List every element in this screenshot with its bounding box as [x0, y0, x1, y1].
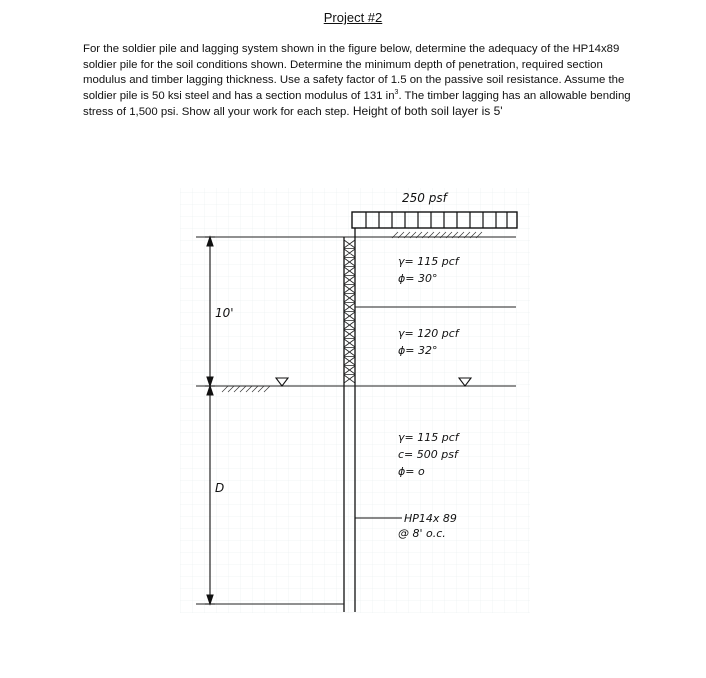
layer3-phi: ϕ= o [398, 465, 425, 478]
layer2-gamma: γ= 120 pcf [398, 327, 459, 340]
layer1-phi: ϕ= 30° [398, 272, 438, 285]
spacing-label: @ 8' o.c. [398, 527, 446, 540]
depth-label: D [215, 481, 225, 495]
problem-text-cont: . The timber lagging has an allowable bending stress of 1,500 psi. Show all your work for each step. [83, 89, 631, 118]
exponent: 3 [394, 88, 399, 96]
layer3-cohesion: c= 500 psf [398, 448, 458, 461]
problem-text: For the soldier pile and lagging system shown in the figure below, determine the adequacy of the HP14x89 soldier pile for the soil conditions shown. Determine the minimum depth of penetration, required section modulus and timber lagging thickness. Use a safety factor of 1.5 on the passive soil resistance. Assume the soldier pile is 50 ksi steel and has a section modulus of 131 in [83, 43, 625, 102]
document-title: Project #2 [323, 10, 383, 25]
layer3-gamma: γ= 115 pcf [398, 431, 459, 444]
layer2-phi: ϕ= 32° [398, 344, 438, 357]
layer1-gamma: γ= 115 pcf [398, 255, 459, 268]
surcharge-label: 250 psf [402, 191, 447, 205]
pile-label: HP14x 89 [404, 512, 457, 525]
problem-tail: Height of both soil layer is 5' [349, 104, 503, 118]
height-label: 10' [215, 306, 234, 320]
